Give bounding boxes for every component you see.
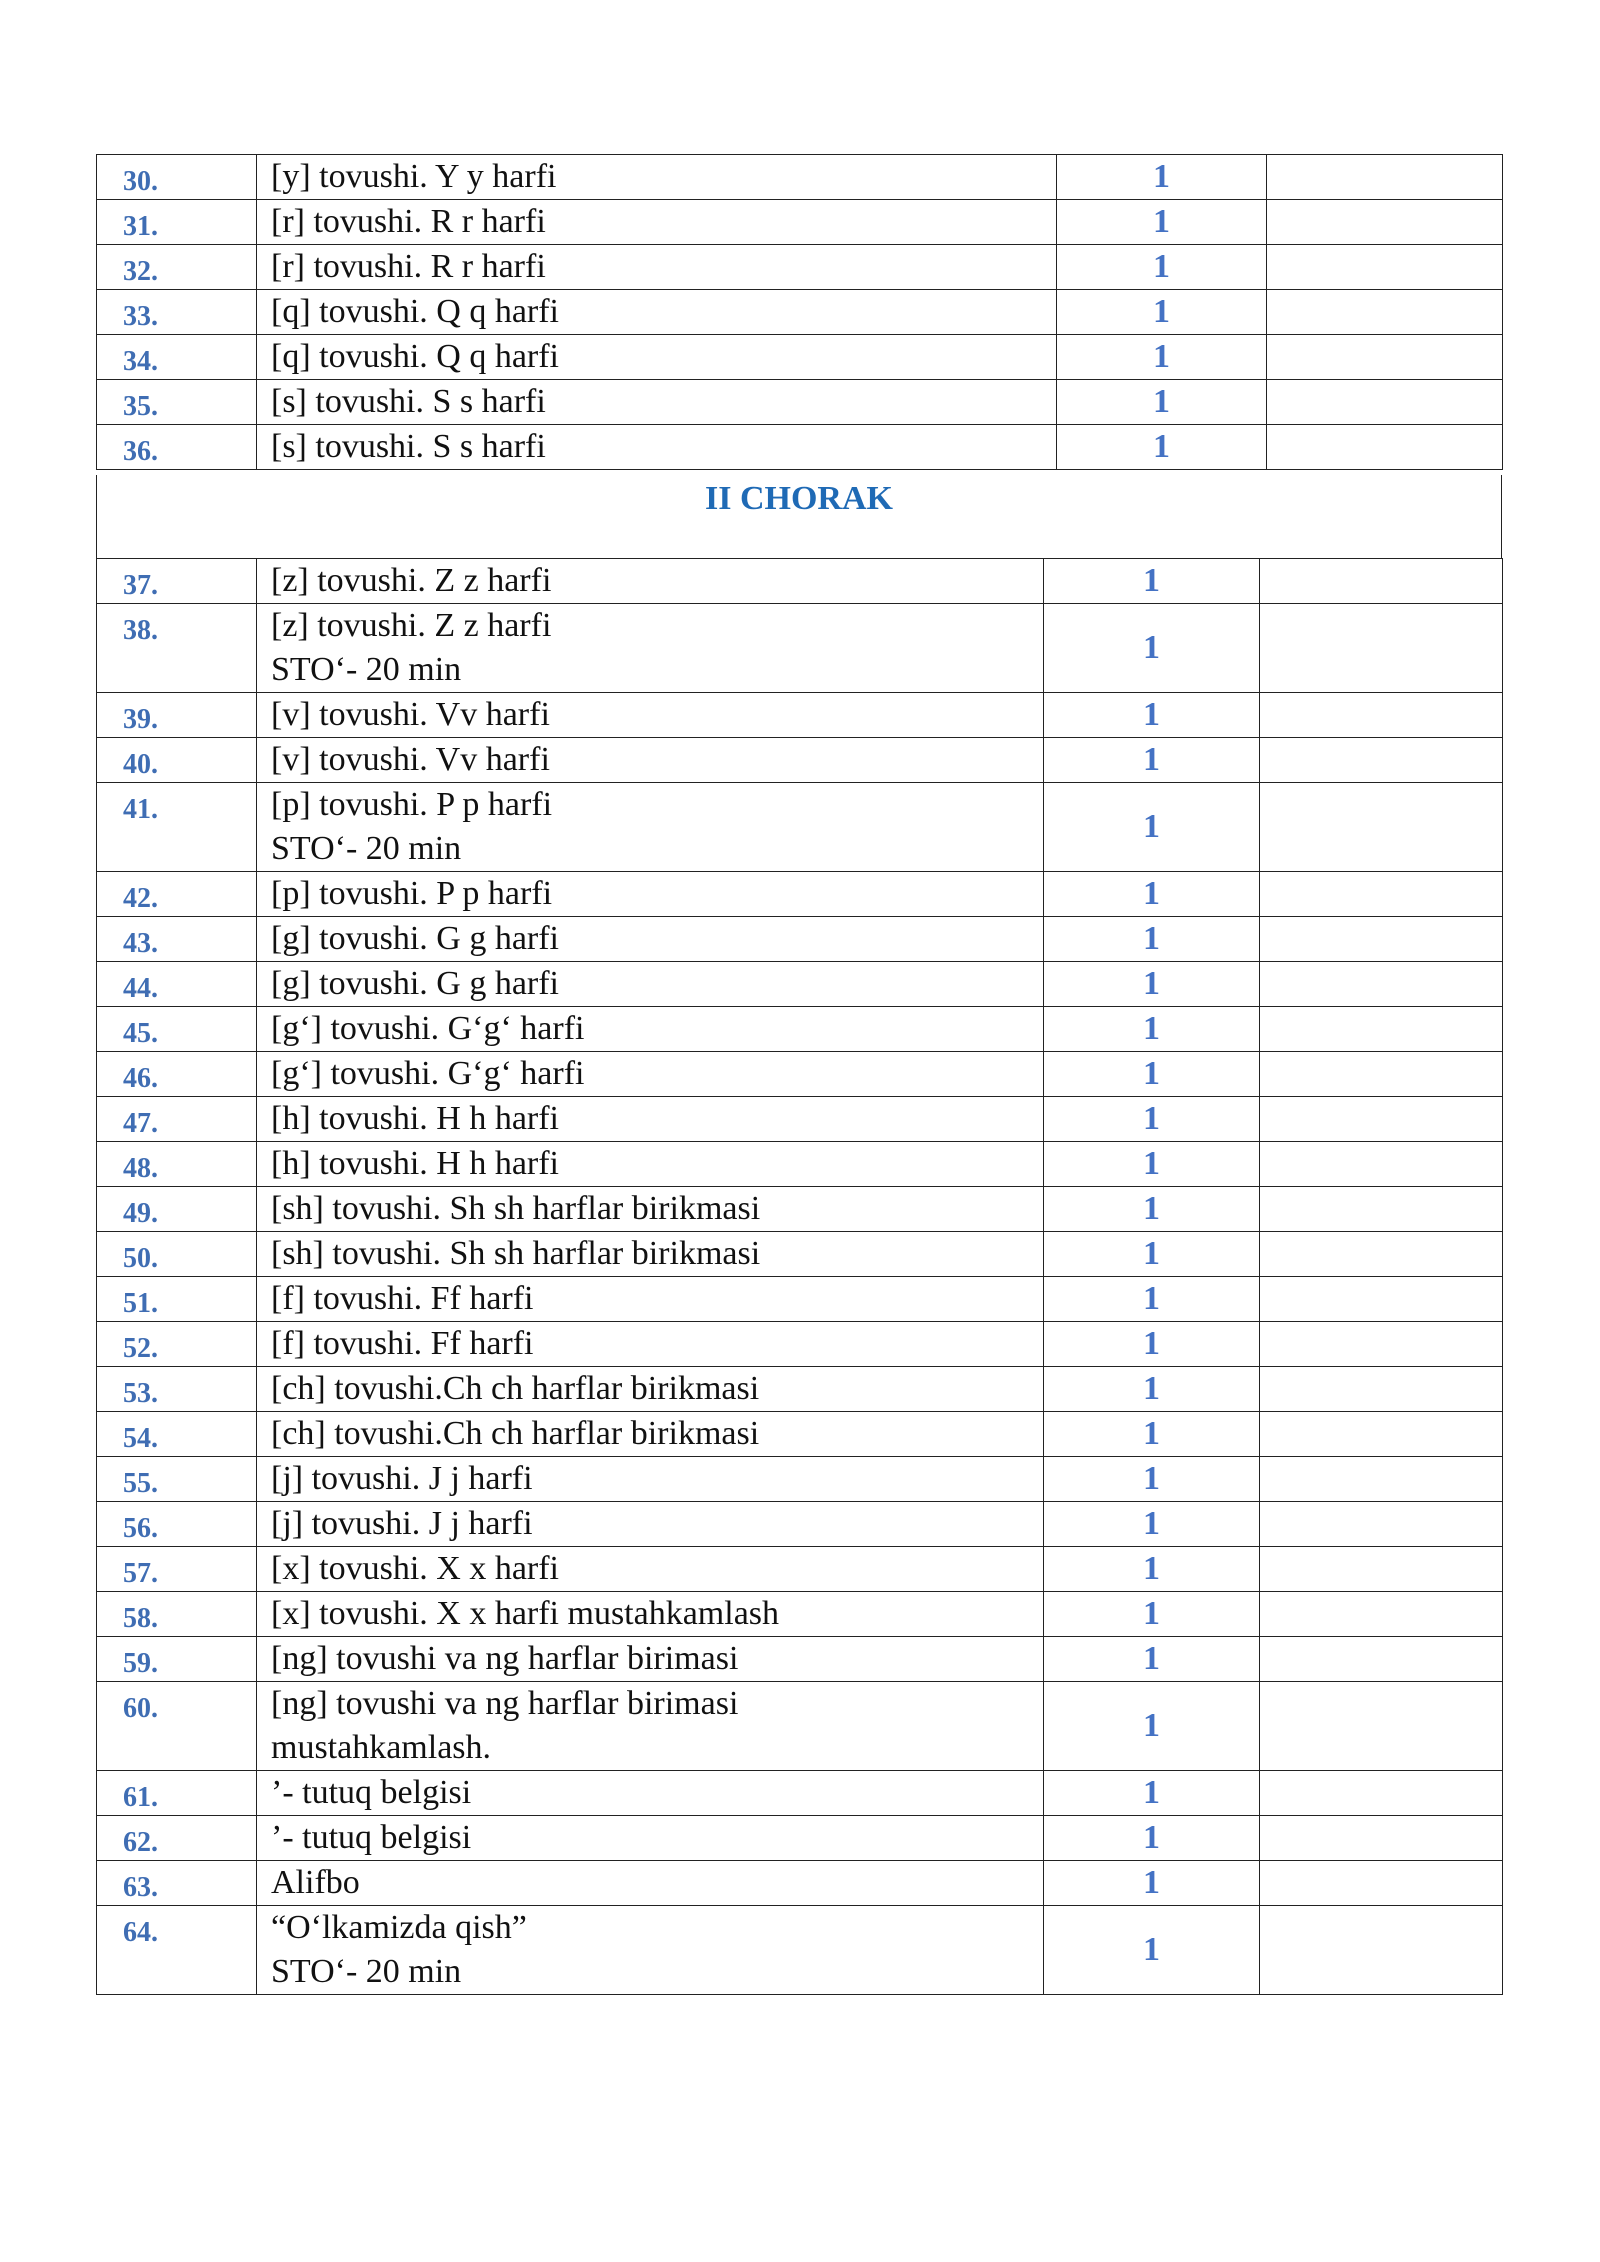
lesson-topic-line: [v] tovushi. Vv harfi [271,741,550,778]
table-row [97,1637,1503,1682]
date-cell [1260,1142,1503,1187]
lesson-topic-line: [sh] tovushi. Sh sh harflar birikmasi [271,1190,761,1227]
lesson-number: 47. [97,1097,257,1142]
lesson-topic-line: [ng] tovushi va ng harflar birimasi [271,1640,739,1677]
date-cell [1260,604,1503,693]
lesson-topic [257,559,1044,604]
date-cell [1267,290,1503,335]
date-cell [1260,738,1503,783]
date-cell [1260,1097,1503,1142]
lesson-hours: 1 [1057,290,1267,335]
lesson-hours: 1 [1044,1097,1260,1142]
lesson-topic [257,1502,1044,1547]
lesson-hours: 1 [1044,693,1260,738]
lesson-number: 33. [97,290,257,335]
lesson-number: 38. [97,604,257,693]
lesson-number: 50. [97,1232,257,1277]
lesson-hours: 1 [1057,155,1267,200]
lesson-topic [257,335,1057,380]
lesson-hours: 1 [1044,1457,1260,1502]
lesson-hours: 1 [1044,1007,1260,1052]
date-cell [1260,872,1503,917]
table-row [97,693,1503,738]
date-cell [1267,245,1503,290]
lesson-topic-line: [r] tovushi. R r harfi [271,203,546,240]
date-cell [1260,1457,1503,1502]
lesson-number: 36. [97,425,257,470]
lesson-topic [257,425,1057,470]
lesson-hours: 1 [1057,380,1267,425]
lesson-table-part1 [96,154,1503,470]
date-cell [1267,200,1503,245]
lesson-topic-line: [f] tovushi. Ff harfi [271,1325,534,1362]
lesson-topic [257,200,1057,245]
lesson-topic-line: [v] tovushi. Vv harfi [271,696,550,733]
lesson-number: 30. [97,155,257,200]
lesson-topic [257,1052,1044,1097]
lesson-number: 41. [97,783,257,872]
lesson-topic [257,1457,1044,1502]
lesson-topic-line: [j] tovushi. J j harfi [271,1460,533,1497]
lesson-topic-note: STO‘- 20 min [271,1953,462,1990]
table-row [97,1097,1503,1142]
table-row [97,1007,1503,1052]
table-row [97,1052,1503,1097]
lesson-number: 34. [97,335,257,380]
table-row [97,1771,1503,1816]
table-row [97,1187,1503,1232]
table-row [97,1412,1503,1457]
date-cell [1260,1771,1503,1816]
date-cell [1267,380,1503,425]
lesson-topic-line: [y] tovushi. Y y harfi [271,158,557,195]
lesson-number: 49. [97,1187,257,1232]
lesson-topic-line: [p] tovushi. P p harfi [271,786,553,823]
date-cell [1260,1277,1503,1322]
lesson-number: 52. [97,1322,257,1367]
table-row [97,1547,1503,1592]
lesson-topic-line: [g] tovushi. G g harfi [271,920,560,957]
table-row [97,1277,1503,1322]
lesson-number: 39. [97,693,257,738]
lesson-hours: 1 [1044,738,1260,783]
table-row [97,1682,1503,1771]
lesson-topic-line: [f] tovushi. Ff harfi [271,1280,534,1317]
date-cell [1260,1816,1503,1861]
lesson-number: 62. [97,1816,257,1861]
lesson-topic-line: ’- tutuq belgisi [271,1774,472,1811]
date-cell [1260,1322,1503,1367]
lesson-number: 55. [97,1457,257,1502]
lesson-topic-line: [sh] tovushi. Sh sh harflar birikmasi [271,1235,761,1272]
lesson-hours: 1 [1044,872,1260,917]
lesson-number: 44. [97,962,257,1007]
lesson-topic-line: [s] tovushi. S s harfi [271,428,546,465]
table-row [97,1861,1503,1906]
date-cell [1260,917,1503,962]
table-row [97,335,1503,380]
lesson-number: 57. [97,1547,257,1592]
lesson-hours: 1 [1044,1771,1260,1816]
lesson-topic [257,290,1057,335]
date-cell [1260,1052,1503,1097]
lesson-topic [257,1097,1044,1142]
lesson-topic-note: STO‘- 20 min [271,651,462,688]
lesson-topic-line: [r] tovushi. R r harfi [271,248,546,285]
lesson-topic-line: [h] tovushi. H h harfi [271,1145,560,1182]
lesson-hours: 1 [1044,1906,1260,1995]
lesson-number: 53. [97,1367,257,1412]
lesson-topic [257,1637,1044,1682]
date-cell [1260,1367,1503,1412]
lesson-topic [257,738,1044,783]
table-row [97,245,1503,290]
lesson-topic [257,917,1044,962]
lesson-hours: 1 [1044,1142,1260,1187]
lesson-number: 37. [97,559,257,604]
lesson-topic-line: [x] tovushi. X x harfi mustahkamlash [271,1595,780,1632]
date-cell [1260,1906,1503,1995]
lesson-topic [257,1861,1044,1906]
lesson-hours: 1 [1044,1816,1260,1861]
lesson-topic [257,1367,1044,1412]
lesson-topic-note: STO‘- 20 min [271,830,462,867]
lesson-hours: 1 [1044,1052,1260,1097]
lesson-topic [257,1592,1044,1637]
lesson-hours: 1 [1057,200,1267,245]
table-row [97,155,1503,200]
lesson-topic [257,1277,1044,1322]
table-row [97,200,1503,245]
lesson-topic [257,155,1057,200]
lesson-topic-line: [p] tovushi. P p harfi [271,875,553,912]
lesson-number: 45. [97,1007,257,1052]
lesson-hours: 1 [1044,1187,1260,1232]
date-cell [1260,1637,1503,1682]
table-row [97,380,1503,425]
lesson-number: 40. [97,738,257,783]
lesson-number: 51. [97,1277,257,1322]
lesson-hours: 1 [1044,1277,1260,1322]
table-row [97,872,1503,917]
date-cell [1260,783,1503,872]
lesson-hours: 1 [1057,335,1267,380]
table-row [97,1816,1503,1861]
lesson-number: 42. [97,872,257,917]
lesson-topic [257,1412,1044,1457]
lesson-number: 54. [97,1412,257,1457]
date-cell [1260,693,1503,738]
lesson-hours: 1 [1044,559,1260,604]
lesson-topic-line: [j] tovushi. J j harfi [271,1505,533,1542]
lesson-hours: 1 [1057,245,1267,290]
lesson-hours: 1 [1044,917,1260,962]
lesson-topic [257,1682,1044,1771]
date-cell [1260,559,1503,604]
lesson-topic-line: [g] tovushi. G g harfi [271,965,560,1002]
date-cell [1260,1547,1503,1592]
table-row [97,917,1503,962]
lesson-topic [257,1142,1044,1187]
lesson-topic [257,1547,1044,1592]
lesson-topic-line: [s] tovushi. S s harfi [271,383,546,420]
lesson-topic-line: ’- tutuq belgisi [271,1819,472,1856]
table-row [97,1142,1503,1187]
lesson-topic-line: [h] tovushi. H h harfi [271,1100,560,1137]
table-row [97,604,1503,693]
lesson-hours: 1 [1044,1232,1260,1277]
lesson-topic [257,1906,1044,1995]
table-row [97,559,1503,604]
table-row [97,738,1503,783]
date-cell [1267,425,1503,470]
lesson-hours: 1 [1057,425,1267,470]
table-row [97,783,1503,872]
date-cell [1260,1861,1503,1906]
table-row [97,1232,1503,1277]
lesson-topic-line: [q] tovushi. Q q harfi [271,338,560,375]
table-row [97,1592,1503,1637]
lesson-topic-line: [z] tovushi. Z z harfi [271,562,552,599]
lesson-topic [257,1322,1044,1367]
table-row [97,1322,1503,1367]
lesson-table-part2 [96,558,1503,1995]
table-row [97,290,1503,335]
lesson-number: 58. [97,1592,257,1637]
lesson-number: 31. [97,200,257,245]
table-row [97,962,1503,1007]
lesson-topic [257,1187,1044,1232]
lesson-topic [257,693,1044,738]
date-cell [1260,1412,1503,1457]
table-row [97,1502,1503,1547]
lesson-number: 56. [97,1502,257,1547]
date-cell [1260,1682,1503,1771]
table-row [97,1367,1503,1412]
table-row [97,425,1503,470]
lesson-number: 32. [97,245,257,290]
lesson-hours: 1 [1044,1547,1260,1592]
lesson-topic-line: [z] tovushi. Z z harfi [271,607,552,644]
lesson-number: 64. [97,1906,257,1995]
lesson-hours: 1 [1044,1682,1260,1771]
lesson-topic [257,380,1057,425]
lesson-hours: 1 [1044,1412,1260,1457]
date-cell [1260,1502,1503,1547]
lesson-hours: 1 [1044,1861,1260,1906]
lesson-topic-line: [ch] tovushi.Ch ch harflar birikmasi [271,1415,760,1452]
lesson-topic-line: Alifbo [271,1864,360,1901]
lesson-topic-line: [ch] tovushi.Ch ch harflar birikmasi [271,1370,760,1407]
lesson-number: 46. [97,1052,257,1097]
section-title: II CHORAK [705,480,893,517]
date-cell [1260,1007,1503,1052]
lesson-topic [257,1771,1044,1816]
lesson-topic-line: [x] tovushi. X x harfi [271,1550,560,1587]
lesson-number: 60. [97,1682,257,1771]
lesson-topic [257,1007,1044,1052]
quarter-section-row [96,475,1502,559]
lesson-topic [257,1232,1044,1277]
lesson-topic [257,872,1044,917]
lesson-number: 35. [97,380,257,425]
lesson-topic-line: “O‘lkamizda qish” [271,1909,527,1946]
date-cell [1260,962,1503,1007]
table-row [97,1457,1503,1502]
lesson-topic [257,604,1044,693]
lesson-hours: 1 [1044,1592,1260,1637]
lesson-hours: 1 [1044,1367,1260,1412]
lesson-hours: 1 [1044,783,1260,872]
lesson-topic-line: [g‘] tovushi. G‘g‘ harfi [271,1055,585,1092]
lesson-topic [257,783,1044,872]
lesson-hours: 1 [1044,962,1260,1007]
date-cell [1267,335,1503,380]
lesson-hours: 1 [1044,1322,1260,1367]
table-row [97,1906,1503,1995]
lesson-number: 48. [97,1142,257,1187]
lesson-topic [257,245,1057,290]
lesson-topic-line: [ng] tovushi va ng harflar birimasi [271,1685,739,1722]
date-cell [1267,155,1503,200]
lesson-number: 63. [97,1861,257,1906]
lesson-number: 43. [97,917,257,962]
lesson-topic [257,1816,1044,1861]
lesson-number: 61. [97,1771,257,1816]
lesson-hours: 1 [1044,1502,1260,1547]
lesson-hours: 1 [1044,604,1260,693]
lesson-topic-line: [q] tovushi. Q q harfi [271,293,560,330]
date-cell [1260,1232,1503,1277]
lesson-number: 59. [97,1637,257,1682]
lesson-topic [257,962,1044,1007]
date-cell [1260,1592,1503,1637]
lesson-topic-line: [g‘] tovushi. G‘g‘ harfi [271,1010,585,1047]
lesson-hours: 1 [1044,1637,1260,1682]
date-cell [1260,1187,1503,1232]
lesson-topic-note: mustahkamlash. [271,1729,492,1766]
